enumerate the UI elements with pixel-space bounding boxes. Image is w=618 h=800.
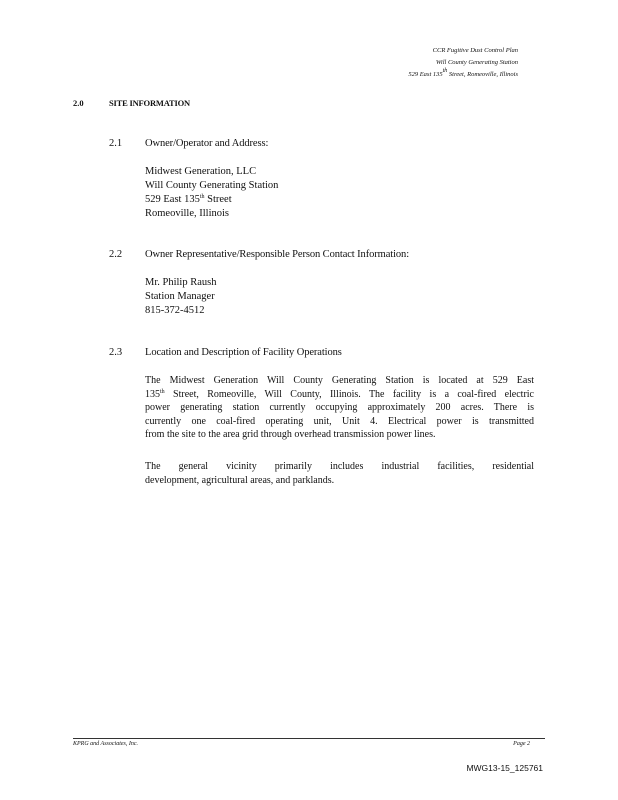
header-plan-title: CCR Fugitive Dust Control Plan [432,47,518,54]
section-number: 2.0 [73,98,84,108]
subsection-title: Location and Description of Facility Operations [145,347,342,358]
contact-name: Mr. Philip Raush [145,277,217,288]
paragraph-line: power generating station currently occupying approximately 200 acres. There is [145,402,534,413]
owner-address-block [145,165,278,221]
owner-name: Midwest Generation, LLC [145,166,257,177]
paragraph-line: 135th Street, Romeoville, Will County, Illinois. The facility is a coal-fired electric [145,388,534,400]
station-name: Will County Generating Station [145,180,279,191]
contact-block [145,276,216,318]
header-address: 529 East 135th Street, Romeoville, Illinois [408,68,518,78]
document-id-stamp: MWG13-15_125761 [466,763,543,773]
section-title: SITE INFORMATION [109,98,190,108]
footer-page-number: Page 2 [513,741,530,747]
subsection-number: 2.3 [109,347,123,358]
paragraph-line: The general vicinity primarily includes industrial facilities, residential [145,461,534,472]
subsection-title: Owner/Operator and Address: [145,138,269,149]
paragraph-line: The Midwest Generation Will County Generating Station is located at 529 East [145,375,534,386]
subsection-title: Owner Representative/Responsible Person Contact Information: [145,249,410,260]
contact-title: Station Manager [145,291,215,302]
city-state: Romeoville, Illinois [145,208,229,219]
footer-divider [73,738,545,739]
contact-phone: 815-372-4512 [145,305,205,316]
paragraph-line: development, agricultural areas, and parklands. [145,474,335,486]
header-station-name: Will County Generating Station [435,59,518,66]
facility-description-paragraph [145,374,534,442]
paragraph-line: from the site to the area grid through overhead transmission power lines. [145,429,436,440]
subsection-number: 2.2 [109,249,123,260]
footer-company: KPRG and Associates, Inc. [73,741,139,747]
street-address: 529 East 135th Street [145,194,232,205]
subsection-number: 2.1 [109,138,123,149]
paragraph-line: currently one coal-fired operating unit, Unit 4. Electrical power is transmitted [145,415,534,427]
vicinity-paragraph [145,460,534,487]
